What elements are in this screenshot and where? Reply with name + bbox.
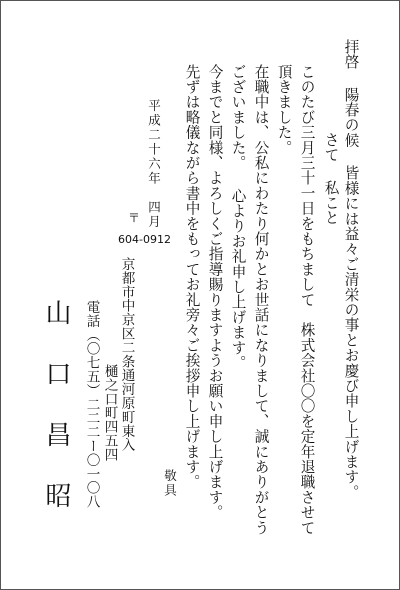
- letter-line-7: 今までと同様、よろしくご指導賜りますようお願い申し上げます。: [206, 64, 224, 520]
- sender-phone: 電話（〇七五）二二二ー〇一〇八: [83, 300, 100, 509]
- sender-address-line-1: 京都市中京区二条通河原町東入: [118, 257, 135, 452]
- sender-name: 山口昌昭: [41, 299, 71, 543]
- letter-line-6: ございました。 心よりお礼申し上げます。: [229, 64, 247, 371]
- closing-keigu: 敬具: [162, 469, 178, 498]
- letter-line-2: さて 私こと: [322, 132, 340, 226]
- letter-line-8: 先ずは略儀ながら書中をもってお礼旁々ご挨拶申し上げます。: [183, 64, 201, 490]
- postal-mark: 〒: [128, 211, 141, 225]
- letter-line-1: 拝啓 陽春の候 皆様には益々ご清栄の事とお慶び申し上げます。: [342, 39, 360, 500]
- letter-date: 平成二十六年 四月: [146, 99, 162, 230]
- sender-address-line-2: 樋之口町四五四: [101, 364, 118, 462]
- letter-line-4: 頂きました。: [275, 64, 293, 156]
- letter-line-3: このたび三月三十一日をもちまして 株式会社〇〇を定年退職させて: [298, 64, 316, 536]
- postal-code: 604-0912: [118, 233, 171, 246]
- letter-line-5: 在職中は、公私にわたり何かとお世話になりまして、誠にありがとう: [252, 64, 270, 536]
